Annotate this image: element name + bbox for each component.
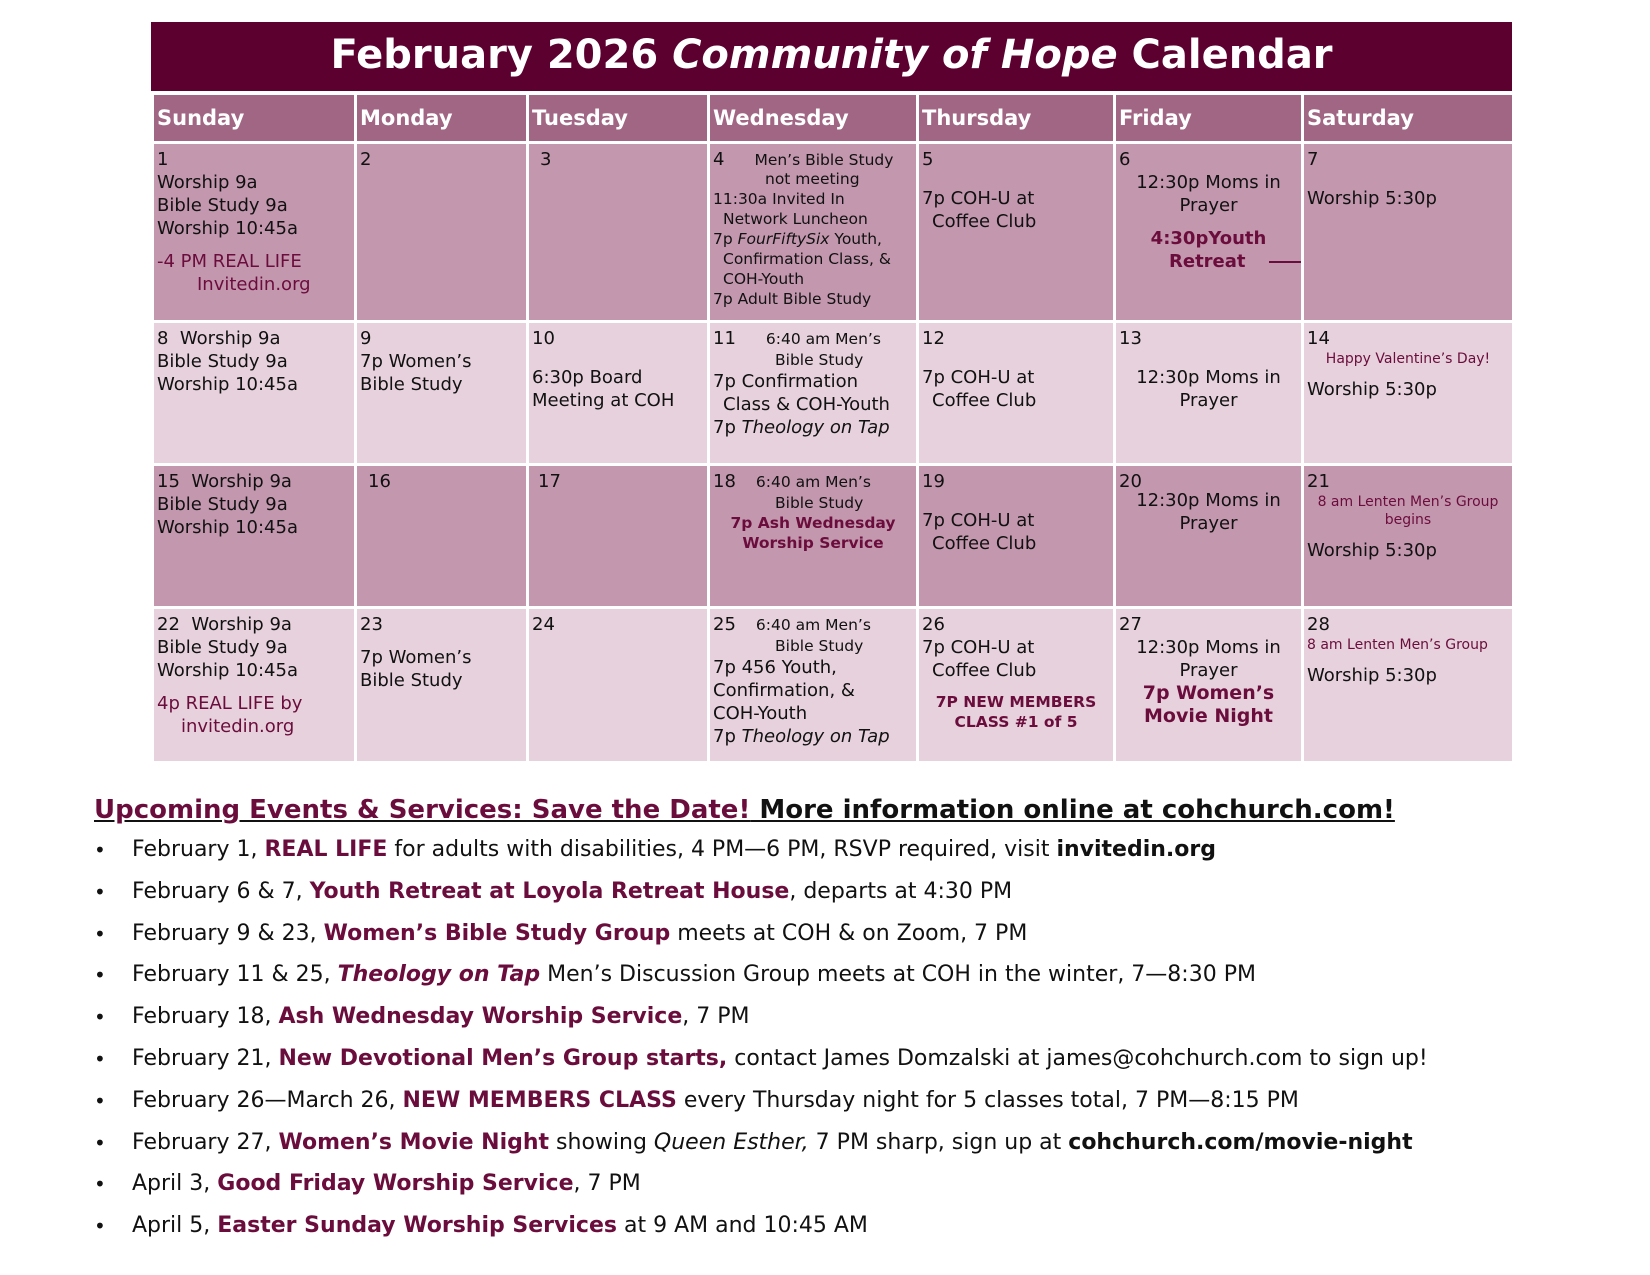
- weekday-friday: Friday: [1116, 95, 1301, 141]
- list-item: • April 5, Easter Sunday Worship Services at 9 AM and 10:45 AM: [94, 1214, 1634, 1238]
- list-item: • February 6 & 7, Youth Retreat at Loyola Retreat House, departs at 4:30 PM: [94, 880, 1634, 904]
- upcoming-events-list: [94, 838, 1634, 1256]
- list-item: • February 1, REAL LIFE for adults with disabilities, 4 PM—6 PM, RSVP required, visit invitedin.org: [94, 838, 1634, 862]
- list-item: • February 27, Women’s Movie Night showing Queen Esther, 7 PM sharp, sign up at cohchurch.com/movie-night: [94, 1131, 1634, 1155]
- list-item: • February 21, New Devotional Men’s Group starts, contact James Domzalski at james@cohchurch.com to sign up!: [94, 1047, 1634, 1071]
- day-cell-13: 13 12:30p Moms in Prayer: [1116, 323, 1301, 463]
- day-cell-11: 11 6:40 am Men’s Bible Study 7p Confirmation Class & COH-Youth 7p Theology on Tap: [710, 323, 916, 463]
- week-row: [154, 466, 1512, 606]
- day-cell-28: 28 8 am Lenten Men’s Group Worship 5:30p: [1304, 609, 1512, 761]
- day-cell-18: 18 6:40 am Men’s Bible Study 7p Ash Wednesday Worship Service: [710, 466, 916, 606]
- day-cell-21: 21 8 am Lenten Men’s Group begins Worship 5:30p: [1304, 466, 1512, 606]
- calendar-title: February 2026 Community of Hope Calendar: [151, 22, 1512, 91]
- week-row: [154, 144, 1512, 320]
- day-cell-22: 22 Worship 9a Bible Study 9a Worship 10:45a 4p REAL LIFE by invitedin.org: [154, 609, 354, 761]
- weekday-wednesday: Wednesday: [710, 95, 916, 141]
- day-cell-15: 15 Worship 9a Bible Study 9a Worship 10:45a: [154, 466, 354, 606]
- list-item: • April 3, Good Friday Worship Service, 7 PM: [94, 1172, 1634, 1196]
- day-cell-4: 4 Men’s Bible Study not meeting 11:30a Invited In Network Luncheon 7p FourFiftySix Youth, Confirmation Class, & COH-Youth 7p Adult Bible Study: [710, 144, 916, 320]
- weekday-thursday: Thursday: [919, 95, 1113, 141]
- day-cell-25: 25 6:40 am Men’s Bible Study 7p 456 Youth, Confirmation, & COH-Youth 7p Theology on Tap: [710, 609, 916, 761]
- weekday-sunday: Sunday: [154, 95, 354, 141]
- day-cell-20: 20 12:30p Moms in Prayer: [1116, 466, 1301, 606]
- weekday-header-row: [154, 95, 1512, 141]
- day-cell-14: 14 Happy Valentine’s Day! Worship 5:30p: [1304, 323, 1512, 463]
- day-cell-24: 24: [529, 609, 707, 761]
- day-cell-19: 19 7p COH-U at Coffee Club: [919, 466, 1113, 606]
- day-cell-1: 1 Worship 9a Bible Study 9a Worship 10:45a -4 PM REAL LIFE Invitedin.org: [154, 144, 354, 320]
- day-cell-27: 27 12:30p Moms in Prayer 7p Women’s Movie Night: [1116, 609, 1301, 761]
- day-cell-7: 7 Worship 5:30p: [1304, 144, 1512, 320]
- day-cell-6: 6 12:30p Moms in Prayer 4:30pYouth Retreat: [1116, 144, 1301, 320]
- day-cell-12: 12 7p COH-U at Coffee Club: [919, 323, 1113, 463]
- week-row: [154, 323, 1512, 463]
- list-item: • February 9 & 23, Women’s Bible Study Group meets at COH & on Zoom, 7 PM: [94, 922, 1634, 946]
- day-cell-8: 8 Worship 9a Bible Study 9a Worship 10:45a: [154, 323, 354, 463]
- list-item: • February 11 & 25, Theology on Tap Men’s Discussion Group meets at COH in the winter, 7—8:30 PM: [94, 963, 1634, 987]
- day-cell-26: 26 7p COH-U at Coffee Club 7P NEW MEMBERS CLASS #1 of 5: [919, 609, 1113, 761]
- day-cell-17: 17: [529, 466, 707, 606]
- list-item: • February 26—March 26, NEW MEMBERS CLASS every Thursday night for 5 classes total, 7 PM—8:15 PM: [94, 1089, 1634, 1113]
- week-row: [154, 609, 1512, 761]
- day-cell-10: 10 6:30p Board Meeting at COH: [529, 323, 707, 463]
- day-cell-9: 9 7p Women’s Bible Study: [357, 323, 526, 463]
- weekday-monday: Monday: [357, 95, 526, 141]
- upcoming-heading: Upcoming Events & Services: Save the Date! More information online at cohchurch.com!: [94, 795, 1395, 825]
- day-cell-3: 3: [529, 144, 707, 320]
- day-cell-23: 23 7p Women’s Bible Study: [357, 609, 526, 761]
- day-cell-2: 2: [357, 144, 526, 320]
- day-cell-16: 16: [357, 466, 526, 606]
- weekday-tuesday: Tuesday: [529, 95, 707, 141]
- calendar-grid: [151, 92, 1515, 764]
- day-cell-5: 5 7p COH-U at Coffee Club: [919, 144, 1113, 320]
- weekday-saturday: Saturday: [1304, 95, 1512, 141]
- list-item: • February 18, Ash Wednesday Worship Service, 7 PM: [94, 1005, 1634, 1029]
- arrow-icon: [1269, 261, 1301, 263]
